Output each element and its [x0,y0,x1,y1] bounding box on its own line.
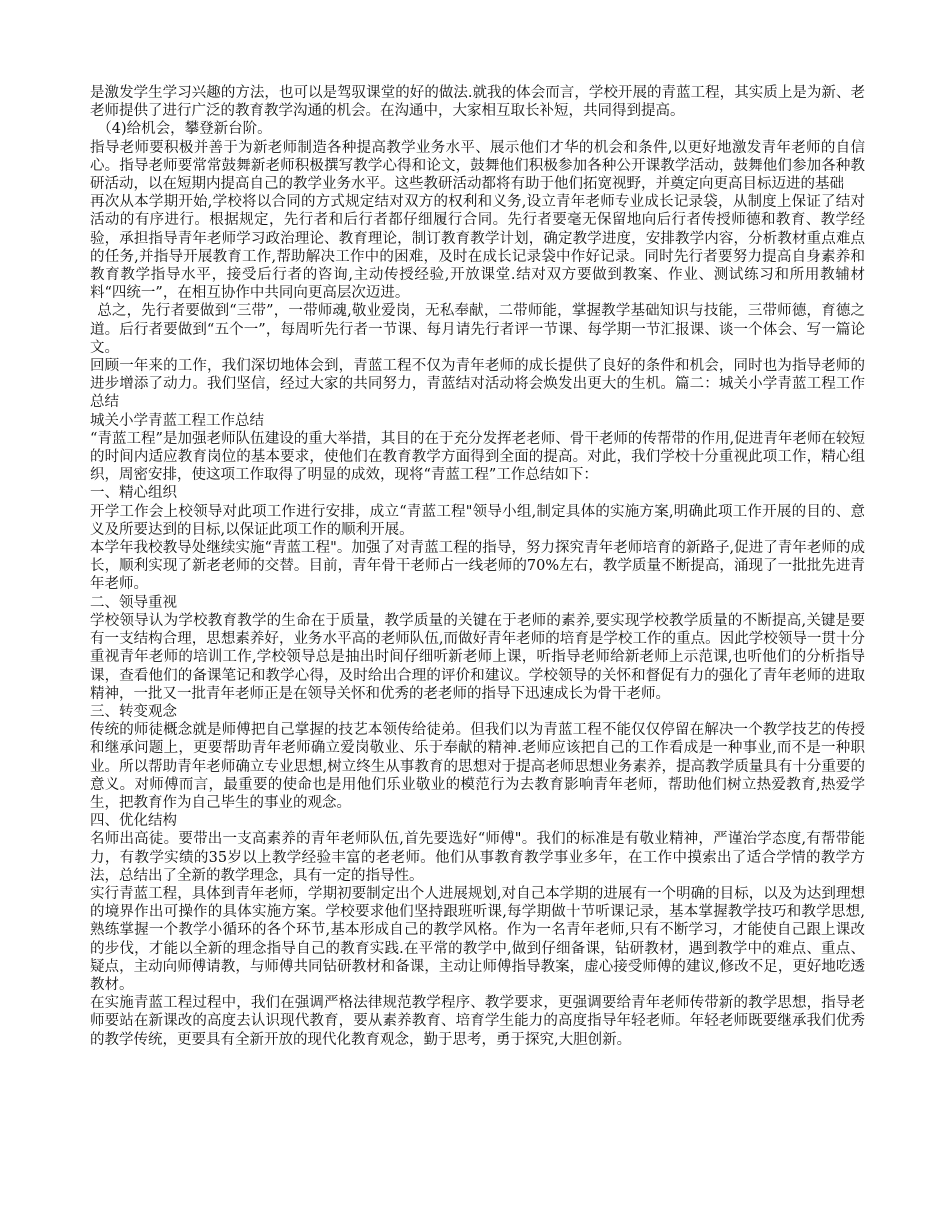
document-body [90,84,865,1049]
paragraph: “青蓝工程”是加强老师队伍建设的重大举措，其目的在于充分发挥老老师、骨干老师的传帮带的作用,促进青年老师在较短的时间内适应教育岗位的基本要求，使他们在教育教学方面得到全面的提高。对此，我们学校十分重视此项工作，精心组织，周密安排，使这项工作取得了明显的成效，现将“青蓝工程”工作总结如下： [90,430,865,484]
paragraph: 开学工作会上校领导对此项工作进行安排，成立“青蓝工程"领导小组,制定具体的实施方案,明确此项工作开展的目的、意义及所要达到的目标,以保证此项工作的顺利开展。 [90,503,865,538]
paragraph: 名师出高徒。要带出一支高素养的青年老师队伍,首先要选好“师傅"。我们的标准是有敬业精神，严谨治学态度,有帮带能力，有教学实绩的35岁以上教学经验丰富的老老师。他们从事教育教学事业多年，在工作中摸索出了适合学情的教学方法，总结出了全新的教学理念，具有一定的指导性。 [90,831,865,884]
paragraph: 回顾一年来的工作，我们深切地体会到，青蓝工程不仅为青年老师的成长提供了良好的条件和机会，同时也为指导老师的进步增添了动力。我们坚信，经过大家的共同努力，青蓝结对活动将会焕发出更大的生机。篇二：城关小学青蓝工程工作总结 [90,358,865,411]
paragraph: （4)给机会，攀登新台阶。 [97,121,272,138]
section-heading: 三、转变观念 [90,703,177,720]
paragraph: 本学年我校教导处继续实施“青蓝工程"。加强了对青蓝工程的指导，努力探究青年老师培育的新路子,促进了青年老师的成长，顺利实现了新老老师的交替。目前，青年骨干老师占一线老师的70%左右，教学质量不断提高，涌现了一批批先进青年老师。 [90,540,865,593]
section-heading: 二、领导重视 [90,594,177,611]
paragraph: 再次从本学期开始,学校将以合同的方式规定结对双方的权利和义务,设立青年老师专业成长记录袋，从制度上保证了结对活动的有序进行。根据规定，先行者和后行者都仔细履行合同。先行者要毫无保留地向后行者传授师德和教育、教学经验，承担指导青年老师学习政治理论、教育理论，制订教育教学计划，确定教学进度，安排教学内容，分析教材重点难点的任务,并指导开展教育工作,帮助解决工作中的困难，及时在成长记录袋中作好记录。同时先行者要努力提高自身素养和教育教学指导水平，接受后行者的咨询,主动传授经验,开放课堂.结对双方要做到教案、作业、测试练习和所用教辅材料“四统一”，在相互协作中共同向更高层次迈进。 [90,194,865,302]
paragraph: 总之，先行者要做到“三带”，一带师魂,敬业爱岗，无私奉献，二带师能，掌握教学基础知识与技能，三带师德，育德之道。后行者要做到“五个一”，每周听先行者一节课、每月请先行者评一节课、每学期一节汇报课、谈一个体会、写一篇论文。 [90,303,865,356]
paragraph: 是激发学生学习兴趣的方法，也可以是驾驭课堂的好的做法.就我的体会而言，学校开展的青蓝工程，其实质上是为新、老老师提供了进行广泛的教育教学沟通的机会。在沟通中，大家相互取长补短，共同得到提高。 [90,85,865,120]
paragraph: 实行青蓝工程，具体到青年老师，学期初要制定出个人进展规划,对自己本学期的进展有一个明确的目标，以及为达到理想的境界作出可操作的具体实施方案。学校要求他们坚持跟班听课,每学期做十节听课记录，基本掌握教学技巧和教学思想,熟练掌握一个教学小循环的各个环节,基本形成自己的教学风格。作为一名青年老师,只有不断学习，才能使自己跟上课改的步伐，才能以全新的理念指导自己的教育实践.在平常的教学中,做到仔细备课，钻研教材，遇到教学中的难点、重点、疑点，主动向师傅请教，与师傅共同钻研教材和备课，主动让师傅指导教案，虚心接受师傅的建议,修改不足，更好地吃透教材。 [90,885,865,993]
paragraph: 在实施青蓝工程过程中，我们在强调严格法律规范教学程序、教学要求，更强调要给青年老师传带新的教学思想，指导老师要站在新课改的高度去认识现代教育，要从素养教育、培育学生能力的高度指导年轻老师。年轻老师既要继承我们优秀的教学传统，更要具有全新开放的现代化教育观念，勤于思考，勇于探究,大胆创新。 [90,995,865,1048]
paragraph: 传统的师徒概念就是师傅把自己掌握的技艺本领传给徒弟。但我们以为青蓝工程不能仅仅停留在解决一个教学技艺的传授和继承问题上，更要帮助青年老师确立爱岗敬业、乐于奉献的精神.老师应该把自己的工作看成是一种事业,而不是一种职业。所以帮助青年老师确立专业思想,树立终生从事教育的思想对于提高老师思想业务素养，提高教学质量具有十分重要的意义。对师傅而言，最重要的使命也是用他们乐业敬业的模范行为去教育影响青年老师，帮助他们树立热爱教育,热爱学生，把教育作为自己毕生的事业的观念。 [90,722,865,811]
section-title: 城关小学青蓝工程工作总结 [90,412,264,429]
section-heading: 四、优化结构 [90,813,177,830]
section-heading: 一、精心组织 [90,485,177,502]
paragraph: 指导老师要积极并善于为新老师制造各种提高教学业务水平、展示他们才华的机会和条件,以更好地激发青年老师的自信心。指导老师要常常鼓舞新老师积极撰写教学心得和论文，鼓舞他们积极参加各种公开课教学活动，鼓舞他们参加各种教研活动，以在短期内提高自己的教学业务水平。这些教研活动都将有助于他们拓宽视野，并奠定向更高目标迈进的基础 [90,139,865,193]
paragraph: 学校领导认为学校教育教学的生命在于质量，教学质量的关键在于老师的素养,要实现学校教学质量的不断提高,关键是要有一支结构合理，思想素养好，业务水平高的老师队伍,而做好青年老师的培育是学校工作的重点。因此学校领导一贯十分重视青年老师的培训工作,学校领导总是抽出时间仔细听新老师上课，听指导老师给新老师上示范课,也听他们的分析指导课，查看他们的备课笔记和教学心得，及时给出合理的评价和建议。学校领导的关怀和督促有力的强化了青年老师的进取精神，一批又一批青年老师正是在领导关怀和优秀的老老师的指导下迅速成长为骨干老师。 [90,612,865,702]
